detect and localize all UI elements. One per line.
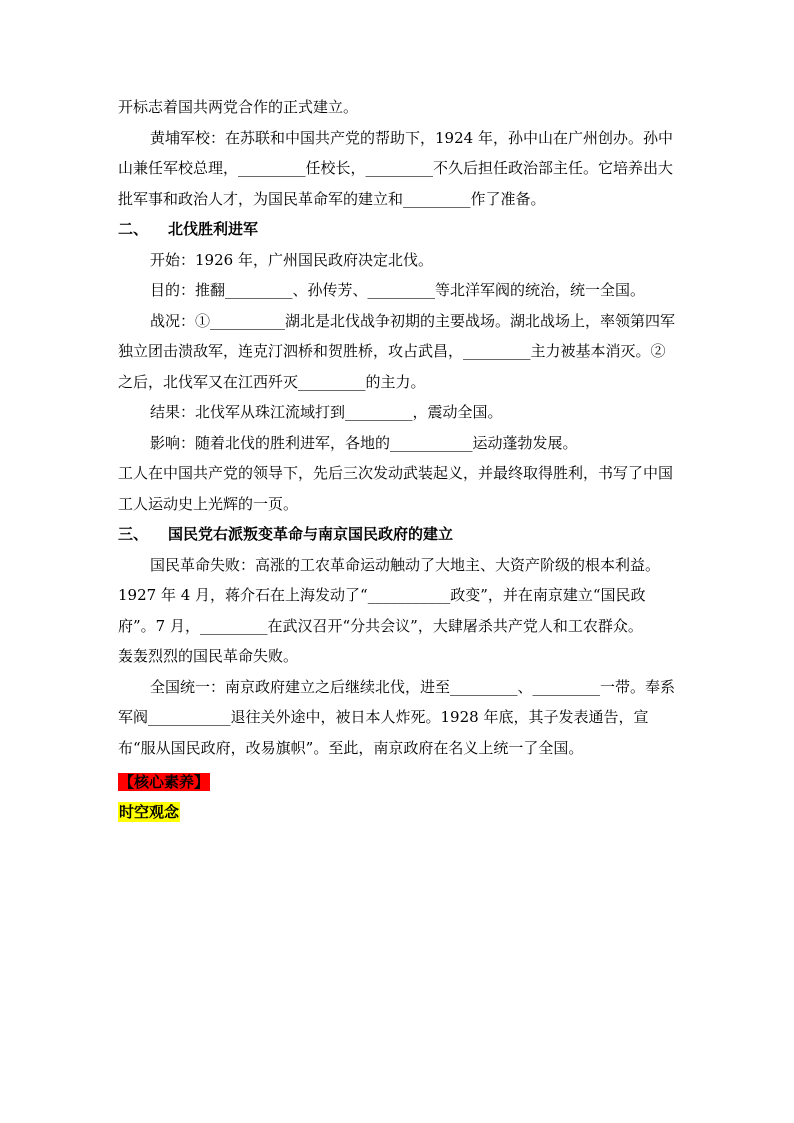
section-number: 三、	[118, 525, 149, 543]
spacetime-concept-tag: 时空观念	[119, 803, 180, 821]
spacetime-line	[118, 797, 678, 828]
core-literacy-tag: 【核心素养】	[119, 773, 210, 791]
paragraph-impact-continuation: 工人在中国共产党的领导下，先后三次发动武装起义，并最终取得胜利，书写了中国工人运动史上光辉的一页。	[118, 464, 674, 513]
paragraph-start: 开始：1926 年，广州国民政府决定北伐。	[150, 250, 433, 269]
core-literacy-line	[118, 767, 678, 797]
section-title: 北伐胜利进军	[168, 220, 259, 238]
paragraph-failure-continuation: 轰轰烈烈的国民革命失败。	[118, 647, 299, 665]
paragraph-impact: 影响：随着北伐的胜利进军，各地的___________运动蓬勃发展。	[150, 433, 578, 452]
paragraph-whampoa: 黄埔军校：在苏联和中国共产党的帮助下，1924 年，孙中山在广州创办。孙中山兼任军校总理，_________任校长，_________不久后担任政治部主任。它培养出大批军事和政治人才，为国民革命军的建立和_________作了准备。	[118, 128, 674, 208]
document-content	[118, 92, 678, 828]
paragraph-result: 结果：北伐军从珠江流域打到_________，震动全国。	[150, 403, 503, 421]
paragraph-unification: 全国统一：南京政府建立之后继续北伐，进至_________、_________一带。奉系军阀___________退往关外途中，被日本人炸死。1928 年底，其子发表通告，宣布“服从国民政府，改易旗帜”。至此，南京政府在名义上统一了全国。	[118, 677, 676, 757]
section-title: 国民党右派叛变革命与南京国民政府的建立	[168, 525, 454, 543]
section-heading-nanjing-government	[118, 519, 678, 550]
section-number: 二、	[118, 220, 149, 238]
paragraph-purpose: 目的：推翻_________、孙传芳、_________等北洋军阀的统治，统一全国。	[150, 281, 646, 299]
paragraph-continuation: 开标志着国共两党合作的正式建立。	[118, 98, 359, 116]
section-heading-northern-expedition	[118, 214, 678, 245]
paragraph-revolution-failure: 国民革命失败：高涨的工农革命运动触动了大地主、大资产阶级的根本利益。1927 年 4 月，蒋介石在上海发动了“___________政变”，并在南京建立“国民政府”。7 月，_________在武汉召开“分共会议”，大肆屠杀共产党人和工农群众。	[118, 555, 661, 635]
paragraph-battle: 战况：①__________湖北是北伐战争初期的主要战场。湖北战场上，率领第四军独立团击溃敌军，连克汀泗桥和贺胜桥，攻占武昌，_________主力被基本消灭。②之后，北伐军又在江西歼灭_________的主力。	[118, 311, 676, 391]
